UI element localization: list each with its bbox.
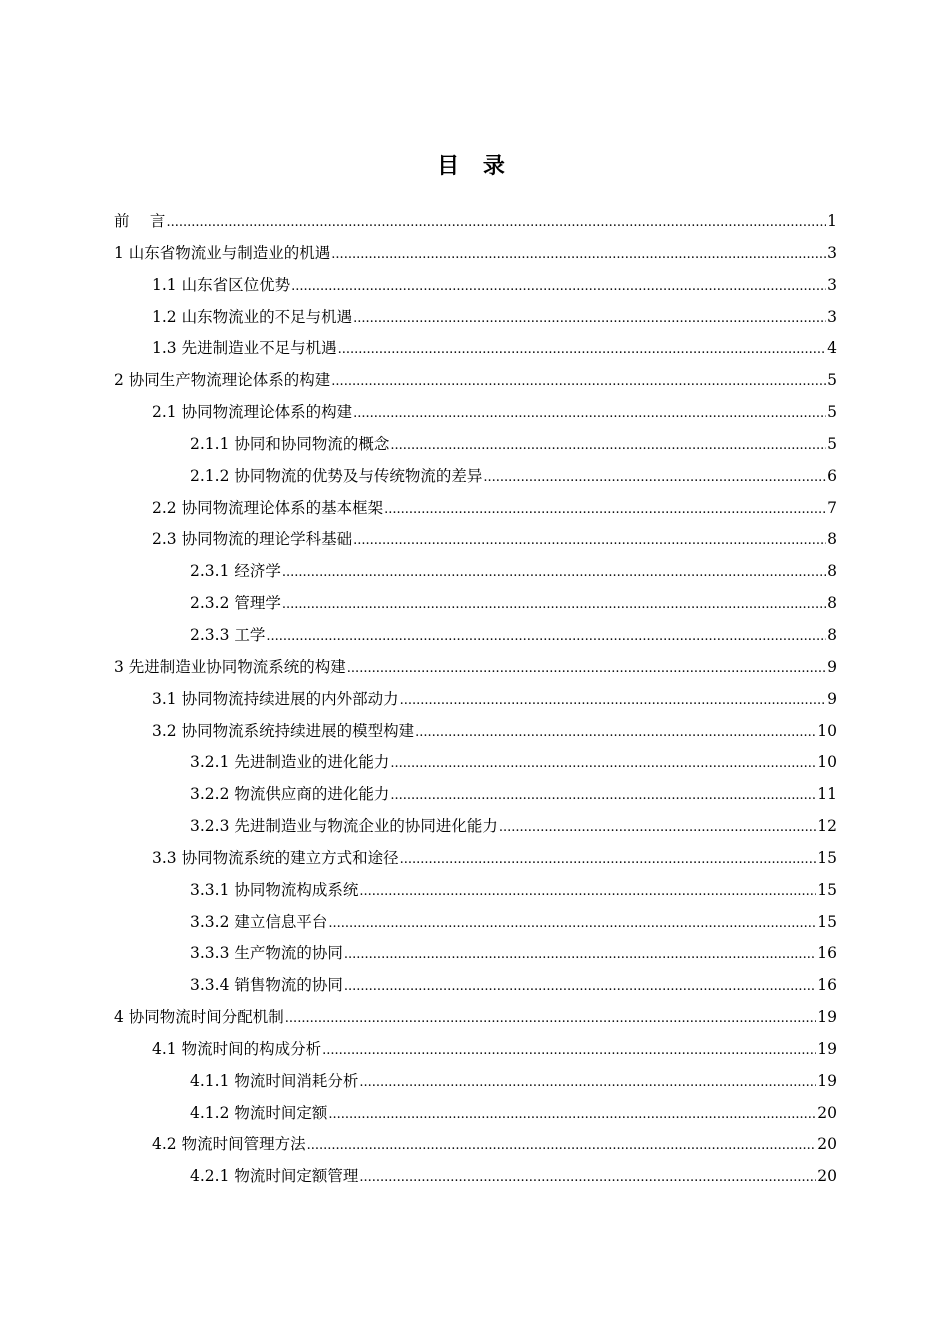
toc-entry-page-number: 5 <box>827 403 837 422</box>
toc-entry[interactable] <box>114 747 837 779</box>
toc-dot-leader <box>390 748 816 780</box>
toc-entry-title: 3.3.1 协同物流构成系统 <box>190 880 359 899</box>
toc-dot-leader <box>291 271 826 303</box>
toc-entry-title: 3.3.2 建立信息平台 <box>190 912 328 931</box>
toc-entry-page-number: 8 <box>827 530 837 549</box>
toc-entry-page-number: 7 <box>827 498 837 517</box>
toc-entry[interactable] <box>114 684 837 716</box>
toc-dot-leader <box>390 430 826 462</box>
toc-dot-leader <box>353 398 826 430</box>
toc-entry[interactable] <box>114 1098 837 1130</box>
toc-entry-page-number: 19 <box>817 1039 837 1058</box>
toc-entry-page-number: 5 <box>827 434 837 453</box>
toc-entry-page-number: 9 <box>827 657 837 676</box>
toc-entry-title: 3 先进制造业协同物流系统的构建 <box>114 657 346 676</box>
toc-entry-page-number: 11 <box>817 785 837 804</box>
toc-entry-page-number: 6 <box>827 466 837 485</box>
toc-entry[interactable] <box>114 333 837 365</box>
toc-entry-page-number: 20 <box>817 1167 837 1186</box>
toc-entry-page-number: 16 <box>817 976 837 995</box>
toc-entry-page-number: 16 <box>817 944 837 963</box>
toc-entry[interactable] <box>114 1034 837 1066</box>
toc-entry-title: 前 言 <box>114 212 166 230</box>
toc-entry[interactable] <box>114 270 837 302</box>
toc-dot-leader <box>384 494 826 526</box>
toc-title: 目 录 <box>437 153 513 179</box>
toc-entry-title: 2.3.1 经济学 <box>190 562 281 581</box>
toc-entry-title: 1.3 先进制造业不足与机遇 <box>152 339 337 358</box>
toc-dot-leader <box>400 685 827 717</box>
toc-entry[interactable] <box>114 524 837 556</box>
toc-list <box>114 206 837 1193</box>
toc-entry-title: 4.1 物流时间的构成分析 <box>152 1039 322 1058</box>
toc-entry[interactable] <box>114 779 837 811</box>
toc-entry-title: 3.2.2 物流供应商的进化能力 <box>190 785 390 804</box>
toc-dot-leader <box>266 621 826 653</box>
toc-entry-title: 1.2 山东物流业的不足与机遇 <box>152 307 353 326</box>
toc-entry-page-number: 8 <box>827 625 837 644</box>
toc-entry-page-number: 20 <box>817 1135 837 1154</box>
toc-entry-page-number: 10 <box>817 721 837 740</box>
toc-entry-page-number: 20 <box>817 1103 837 1122</box>
toc-entry[interactable] <box>114 907 837 939</box>
toc-dot-leader <box>307 1130 817 1162</box>
toc-dot-leader <box>338 334 827 366</box>
toc-dot-leader <box>282 557 826 589</box>
toc-entry[interactable] <box>114 302 837 334</box>
toc-entry-title: 4.2 物流时间管理方法 <box>152 1135 306 1154</box>
toc-entry[interactable] <box>114 1066 837 1098</box>
toc-dot-leader <box>331 239 826 271</box>
toc-entry-title: 3.3.4 销售物流的协同 <box>190 976 343 995</box>
toc-entry[interactable] <box>114 429 837 461</box>
toc-dot-leader <box>328 1099 816 1131</box>
toc-entry-title: 2.1.1 协同和协同物流的概念 <box>190 434 390 453</box>
toc-entry[interactable] <box>114 206 837 238</box>
toc-entry[interactable] <box>114 556 837 588</box>
toc-dot-leader <box>359 876 816 908</box>
toc-entry[interactable] <box>114 716 837 748</box>
toc-entry-title: 2.3.3 工学 <box>190 625 266 644</box>
toc-entry[interactable] <box>114 1129 837 1161</box>
toc-entry[interactable] <box>114 970 837 1002</box>
toc-entry-page-number: 8 <box>827 594 837 613</box>
toc-entry-title: 4.1.2 物流时间定额 <box>190 1103 328 1122</box>
toc-entry-page-number: 3 <box>827 243 837 262</box>
toc-entry-title: 4.1.1 物流时间消耗分析 <box>190 1071 359 1090</box>
toc-entry[interactable] <box>114 811 837 843</box>
toc-dot-leader <box>359 1067 816 1099</box>
toc-entry-page-number: 15 <box>817 912 837 931</box>
toc-dot-leader <box>285 1003 816 1035</box>
toc-entry-title: 2.3.2 管理学 <box>190 594 281 613</box>
toc-entry-title: 1 山东省物流业与制造业的机遇 <box>114 243 331 262</box>
toc-entry[interactable] <box>114 238 837 270</box>
toc-entry-title: 1.1 山东省区位优势 <box>152 275 291 294</box>
toc-dot-leader <box>322 1035 816 1067</box>
toc-entry[interactable] <box>114 875 837 907</box>
toc-dot-leader <box>359 1162 816 1194</box>
toc-entry[interactable] <box>114 1161 837 1193</box>
toc-entry-title: 2.1 协同物流理论体系的构建 <box>152 403 353 422</box>
toc-entry-title: 4 协同物流时间分配机制 <box>114 1008 284 1027</box>
toc-entry-title: 3.3.3 生产物流的协同 <box>190 944 343 963</box>
toc-dot-leader <box>353 525 826 557</box>
toc-entry-title: 3.2 协同物流系统持续进展的模型构建 <box>152 721 415 740</box>
toc-entry-title: 2 协同生产物流理论体系的构建 <box>114 371 331 390</box>
toc-entry-title: 3.2.3 先进制造业与物流企业的协同进化能力 <box>190 817 498 836</box>
toc-dot-leader <box>344 939 816 971</box>
toc-entry-page-number: 15 <box>817 880 837 899</box>
toc-dot-leader <box>347 653 826 685</box>
toc-entry-page-number: 3 <box>827 275 837 294</box>
toc-entry-page-number: 15 <box>817 848 837 867</box>
toc-entry[interactable] <box>114 493 837 525</box>
toc-entry-title: 2.1.2 协同物流的优势及与传统物流的差异 <box>190 466 483 485</box>
toc-entry[interactable] <box>114 652 837 684</box>
toc-entry-page-number: 8 <box>827 562 837 581</box>
toc-entry[interactable] <box>114 397 837 429</box>
toc-entry-title: 2.3 协同物流的理论学科基础 <box>152 530 353 549</box>
toc-entry[interactable] <box>114 461 837 493</box>
toc-entry[interactable] <box>114 938 837 970</box>
toc-entry-title: 3.3 协同物流系统的建立方式和途径 <box>152 848 399 867</box>
toc-dot-leader <box>353 303 826 335</box>
toc-entry-title: 4.2.1 物流时间定额管理 <box>190 1167 359 1186</box>
toc-entry-page-number: 12 <box>817 817 837 836</box>
toc-entry-page-number: 1 <box>827 212 837 230</box>
toc-dot-leader <box>331 366 826 398</box>
toc-entry-page-number: 3 <box>827 307 837 326</box>
toc-entry-page-number: 10 <box>817 753 837 772</box>
toc-entry-page-number: 19 <box>817 1071 837 1090</box>
toc-dot-leader <box>499 812 816 844</box>
toc-dot-leader <box>483 462 826 494</box>
toc-entry[interactable] <box>114 843 837 875</box>
toc-entry-page-number: 9 <box>827 689 837 708</box>
toc-entry[interactable] <box>114 1002 837 1034</box>
toc-entry[interactable] <box>114 365 837 397</box>
toc-dot-leader <box>328 908 816 940</box>
toc-entry-page-number: 19 <box>817 1008 837 1027</box>
toc-dot-leader <box>166 207 826 239</box>
toc-entry-page-number: 4 <box>827 339 837 358</box>
toc-dot-leader <box>415 717 816 749</box>
toc-entry-title: 3.2.1 先进制造业的进化能力 <box>190 753 390 772</box>
toc-dot-leader <box>400 844 817 876</box>
toc-entry-title: 3.1 协同物流持续进展的内外部动力 <box>152 689 399 708</box>
toc-dot-leader <box>282 589 826 621</box>
toc-entry-page-number: 5 <box>827 371 837 390</box>
toc-entry[interactable] <box>114 620 837 652</box>
toc-dot-leader <box>390 780 816 812</box>
toc-dot-leader <box>344 971 816 1003</box>
toc-entry[interactable] <box>114 588 837 620</box>
toc-entry-title: 2.2 协同物流理论体系的基本框架 <box>152 498 384 517</box>
